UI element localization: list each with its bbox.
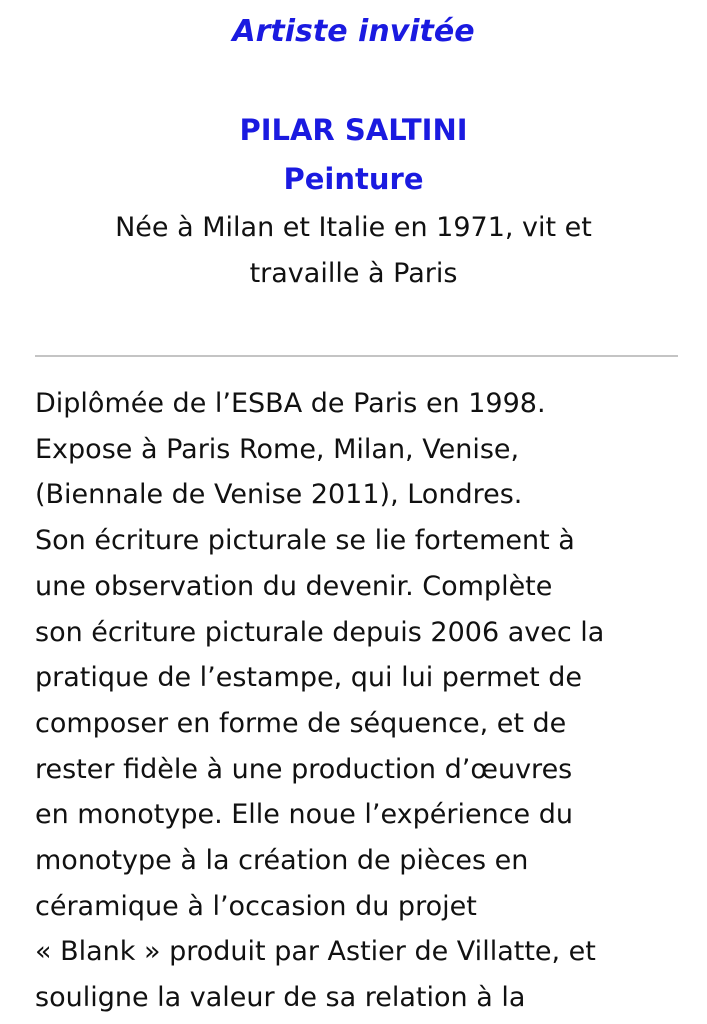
description-line: Son écriture picturale se lie fortement à [35, 525, 575, 557]
description-line: Expose à Paris Rome, Milan, Venise, [35, 433, 520, 465]
description-line: en monotype. Elle noue l’expérience du [35, 799, 573, 831]
artist-bio: Née à Milan et Italie en 1971, vit et travaille à Paris [115, 212, 592, 289]
description-line: monotype à la création de pièces en [35, 845, 529, 877]
description-line: pratique de l’estampe, qui lui permet de [35, 662, 583, 694]
description-line: « Blank » produit par Astier de Villatte, et [35, 936, 596, 968]
section-divider [35, 355, 678, 357]
description-line: (Biennale de Venise 2011), Londres. [35, 479, 523, 511]
artist-description [35, 381, 685, 1021]
description-line: composer en forme de séquence, et de [35, 707, 567, 739]
description-line: une observation du devenir. Complète [35, 570, 553, 602]
description-line: Diplômée de l’ESBA de Paris en 1998. [35, 388, 546, 419]
description-line: son écriture picturale depuis 2006 avec la [35, 616, 605, 648]
artist-name: PILAR SALTINI [239, 113, 468, 147]
section-title: Artiste invitée [232, 14, 475, 49]
artist-discipline: Peinture [283, 162, 424, 196]
description-line: souligne la valeur de sa relation à la [35, 982, 526, 1014]
description-line: rester fidèle à une production d’œuvres [35, 753, 573, 785]
description-line: céramique à l’occasion du projet [35, 890, 477, 922]
